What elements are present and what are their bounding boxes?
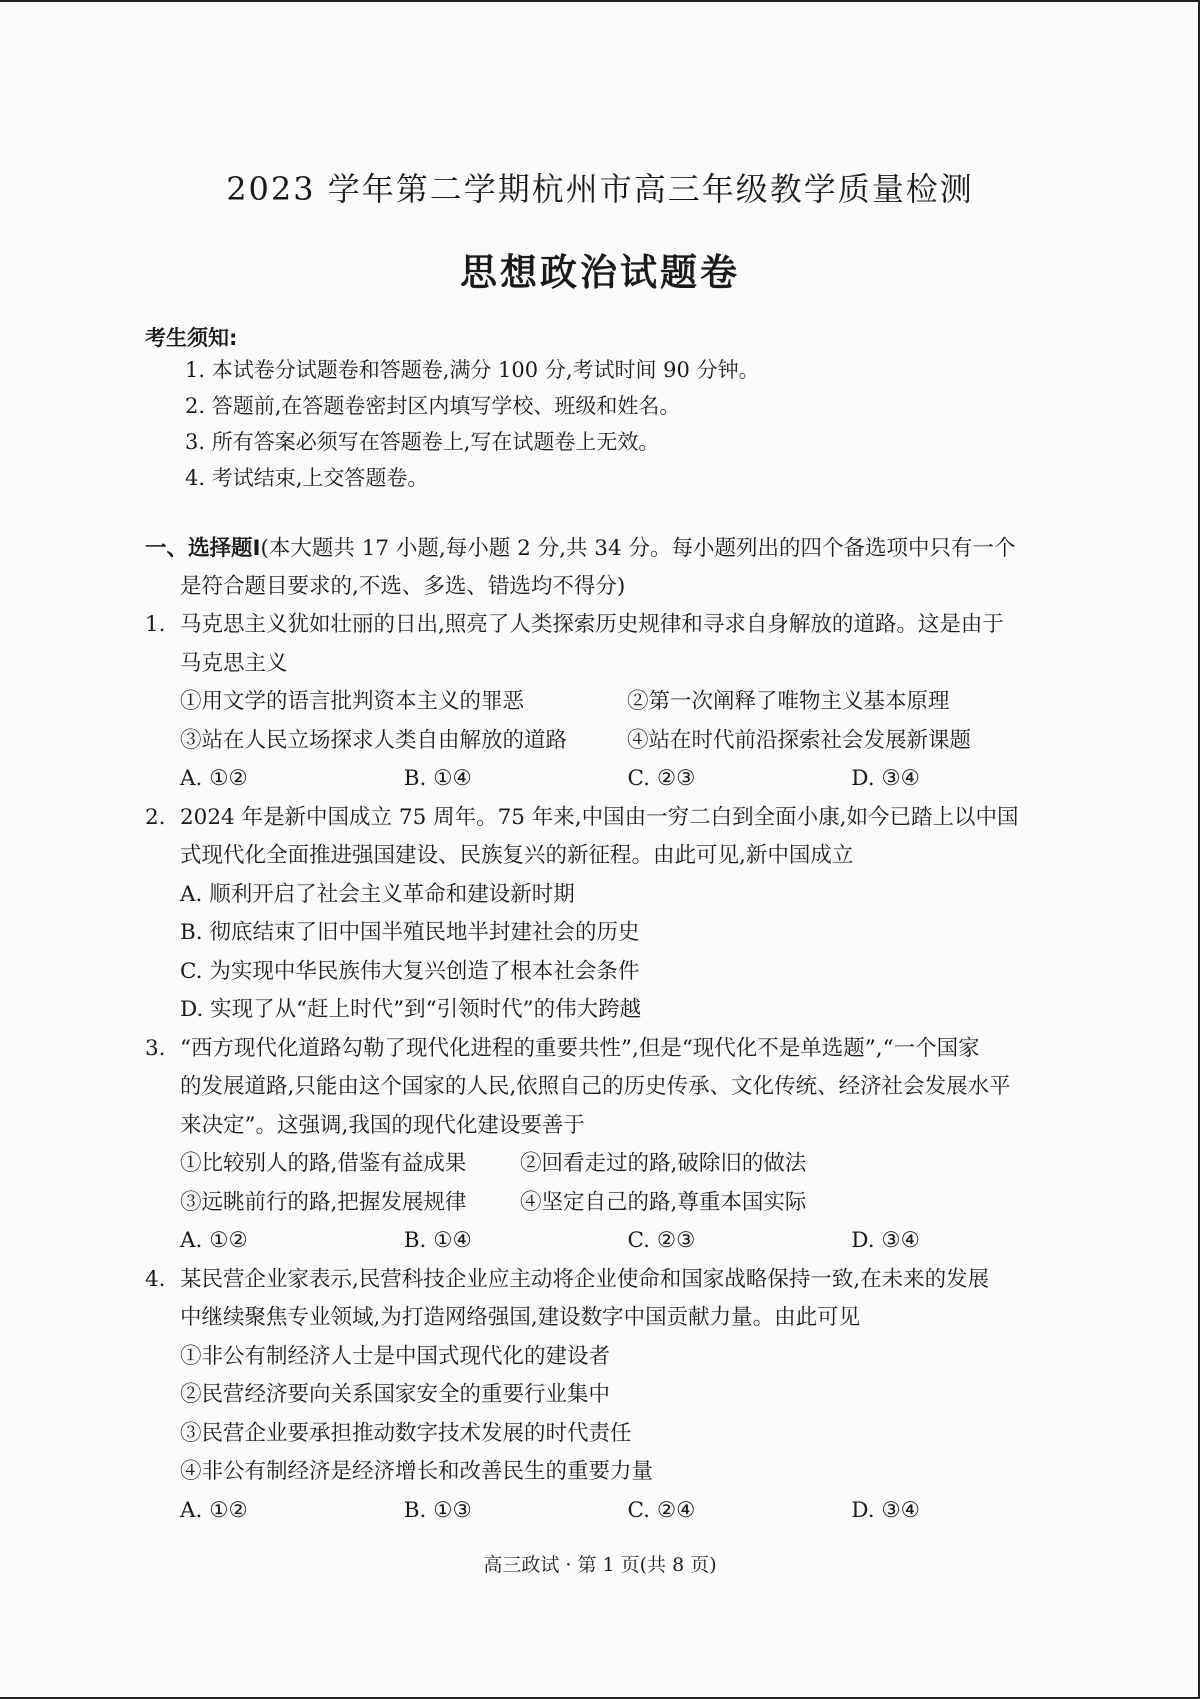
question-stem — [145, 1030, 1075, 1069]
question-stem — [145, 1261, 1075, 1300]
statement-item: ①比较别人的路,借鉴有益成果 — [180, 1151, 467, 1176]
question-stem — [145, 799, 1075, 838]
choice-d: D. ③④ — [851, 1497, 920, 1523]
question-number: 1. — [145, 612, 166, 637]
exam-title: 2023 学年第二学期杭州市高三年级教学质量检测 — [226, 170, 974, 208]
notice-item: 1. 本试卷分试题卷和答题卷,满分 100 分,考试时间 90 分钟。 — [185, 358, 760, 382]
choice-b: B. ①④ — [403, 1228, 472, 1253]
option-a: A. 顺利开启了社会主义革命和建设新时期 — [180, 881, 575, 907]
question-number: 4. — [145, 1266, 166, 1292]
section-desc-cont: 是符合题目要求的,不选、多选、错选均不得分) — [180, 574, 626, 599]
option-d: D. 实现了从“赶上时代”到“引领时代”的伟大跨越 — [180, 997, 642, 1022]
question-stem-cont: 来决定”。这强调,我国的现代化建设要善于 — [180, 1112, 585, 1138]
choice-a: A. ①② — [180, 1228, 248, 1253]
question-number: 2. — [145, 804, 166, 830]
statement-row — [145, 722, 1075, 761]
statement-item: ②第一次阐释了唯物主义基本原理 — [627, 689, 950, 714]
notice-item: 2. 答题前,在答题卷密封区内填写学校、班级和姓名。 — [185, 394, 681, 418]
choice-b: B. ①③ — [403, 1497, 472, 1523]
choice-d: D. ③④ — [851, 1228, 920, 1253]
choice-a: A. ①② — [180, 766, 248, 791]
question-number: 3. — [145, 1035, 166, 1061]
question-stem-cont: 式现代化全面推进强国建设、民族复兴的新征程。由此可见,新中国成立 — [180, 843, 854, 868]
question-stem-cont: 中继续聚焦专业领域,为打造网络强国,建设数字中国贡献力量。由此可见 — [180, 1305, 861, 1330]
exam-subtitle: 思想政治试题卷 — [460, 251, 740, 294]
statement-item: ①用文学的语言批判资本主义的罪恶 — [180, 689, 525, 714]
statement-item: ③站在人民立场探求人类自由解放的道路 — [180, 727, 568, 753]
choice-c: C. ②③ — [627, 766, 696, 791]
section-heading — [145, 530, 1075, 606]
choice-c: C. ②④ — [627, 1497, 696, 1523]
question-stem-cont: 马克思主义 — [180, 650, 288, 676]
question-stem-cont: 的发展道路,只能由这个国家的人民,依照自己的历史传承、文化传统、经济社会发展水平 — [180, 1074, 1011, 1099]
question-3 — [145, 1030, 1075, 1261]
notice-item: 3. 所有答案必须写在答题卷上,写在试题卷上无效。 — [185, 430, 660, 454]
notice-heading: 考生须知: — [145, 326, 238, 350]
question-stem-text: 马克思主义犹如壮丽的日出,照亮了人类探索历史规律和寻求自身解放的道路。这是由于 — [180, 612, 1004, 637]
question-stem-text: “西方现代化道路勾勒了现代化进程的重要共性”,但是“现代化不是单选题”,“一个国家 — [180, 1035, 980, 1061]
statement-item: ①非公有制经济人士是中国式现代化的建设者 — [180, 1343, 611, 1369]
statement-item: ④站在时代前沿探索社会发展新课题 — [627, 727, 972, 753]
section-desc: (本大题共 17 小题,每小题 2 分,共 34 分。每小题列出的四个备选项中只有一个 — [260, 536, 1016, 561]
page-footer: 高三政试 · 第 1 页(共 8 页) — [483, 1554, 717, 1576]
choice-row — [145, 1492, 1075, 1531]
section-title: 一、选择题Ⅰ — [145, 536, 261, 561]
statement-item: ②民营经济要向关系国家安全的重要行业集中 — [180, 1382, 611, 1407]
option-c: C. 为实现中华民族伟大复兴创造了根本社会条件 — [180, 958, 640, 984]
choice-a: A. ①② — [180, 1497, 248, 1523]
question-1 — [145, 606, 1075, 799]
question-stem — [145, 606, 1075, 645]
question-stem-text: 某民营企业家表示,民营科技企业应主动将企业使命和国家战略保持一致,在未来的发展 — [180, 1266, 990, 1292]
choice-c: C. ②③ — [627, 1228, 696, 1253]
choice-d: D. ③④ — [851, 766, 920, 791]
statement-row — [145, 1145, 1075, 1184]
statement-item: ③远眺前行的路,把握发展规律 — [180, 1189, 467, 1215]
question-4 — [145, 1261, 1075, 1531]
notice-item: 4. 考试结束,上交答题卷。 — [185, 466, 429, 490]
statement-item: ④非公有制经济是经济增长和改善民生的重要力量 — [180, 1459, 654, 1484]
candidate-notice — [145, 322, 1085, 496]
statement-item: ④坚定自己的路,尊重本国实际 — [520, 1189, 807, 1215]
choice-row — [145, 760, 1075, 799]
statement-item: ③民营企业要承担推动数字技术发展的时代责任 — [180, 1420, 632, 1446]
question-2 — [145, 799, 1075, 1030]
statement-item: ②回看走过的路,破除旧的做法 — [520, 1151, 807, 1176]
statement-row — [145, 1184, 1075, 1223]
exam-content — [145, 530, 1075, 1530]
question-stem-text: 2024 年是新中国成立 75 周年。75 年来,中国由一穷二白到全面小康,如今已踏上以中国 — [180, 804, 1019, 830]
choice-row — [145, 1222, 1075, 1261]
statement-row — [145, 683, 1075, 722]
choice-b: B. ①④ — [403, 766, 472, 791]
option-b: B. 彻底结束了旧中国半殖民地半封建社会的历史 — [180, 920, 640, 945]
